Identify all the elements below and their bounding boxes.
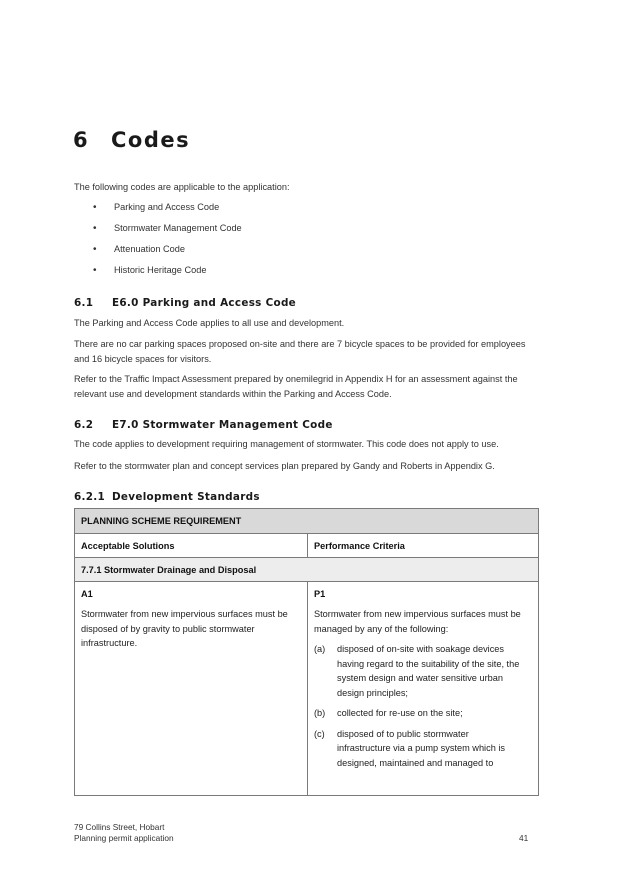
paragraph: There are no car parking spaces proposed on-site and there are 7 bicycle spaces to be provided for employees and 16 bicycle spaces for visitors. [74,339,526,364]
acceptable-solution-text: Stormwater from new impervious surfaces must be disposed of by gravity to public stormwater infrastructure. [81,609,288,648]
standards-table [74,508,539,796]
heading-6-1: 6.1 E6.0 Parking and Access Code [74,297,297,309]
list-item: (b) collected for re-use on the site; [314,708,463,718]
page-title [73,128,190,152]
paragraph: The Parking and Access Code applies to all use and development. [74,318,345,328]
column-header-performance-criteria: Performance Criteria [308,534,539,558]
heading-6-2-1: 6.2.1 Development Standards [74,491,260,503]
bullet-icon: • [93,202,97,213]
acceptable-solution-cell: A1 Stormwater from new impervious surfaces must be disposed of by gravity to public stormwater infrastructure. [75,582,308,796]
intro-paragraph: The following codes are applicable to the application: [74,182,290,192]
section-number: 6 [73,128,90,152]
paragraph: Refer to the stormwater plan and concept services plan prepared by Gandy and Roberts in Appendix G. [74,461,495,471]
list-item: (a) disposed of on-site with soakage devices having regard to the suitability of the site, the system design and water sensitive urban design principles; [314,644,520,698]
bullet-icon: • [93,244,97,255]
column-header-acceptable-solutions: Acceptable Solutions [75,534,308,558]
bullet-icon: • [93,265,97,276]
list-item: • Stormwater Management Code [93,223,242,234]
bullet-icon: • [93,223,97,234]
list-item: • Historic Heritage Code [93,265,207,276]
page-number: 41 [519,833,529,843]
table-header: PLANNING SCHEME REQUIREMENT [75,509,539,534]
list-item: • Attenuation Code [93,244,186,255]
list-item: • Parking and Access Code [93,202,220,213]
table-section-row: 7.7.1 Stormwater Drainage and Disposal [75,558,539,582]
footer-address: 79 Collins Street, Hobart [74,822,165,832]
paragraph: Refer to the Traffic Impact Assessment prepared by onemilegrid in Appendix H for an assessment against the relevant use and development standards within the Parking and Access Code. [74,374,518,399]
performance-criteria-cell: P1 Stormwater from new impervious surfaces must be managed by any of the following: (a) disposed of on-site with soakage devices having regard to the suitability of the site, the system design and water sensitive urban design principles; (b) collected for re-use on the site; (c) disposed of to public stormwater infrastructure via a pump system which is designed, maintained and managed to [308,582,539,796]
performance-criteria-intro: Stormwater from new impervious surfaces must be managed by any of the following: [314,609,521,634]
footer-document-title: Planning permit application [74,833,174,843]
section-title: Codes [111,128,191,152]
paragraph: The code applies to development requiring management of stormwater. This code does not apply to use. [74,439,499,449]
list-item: (c) disposed of to public stormwater infrastructure via a pump system which is designed, maintained and managed to [314,728,505,768]
heading-6-2: 6.2 E7.0 Stormwater Management Code [74,419,333,431]
